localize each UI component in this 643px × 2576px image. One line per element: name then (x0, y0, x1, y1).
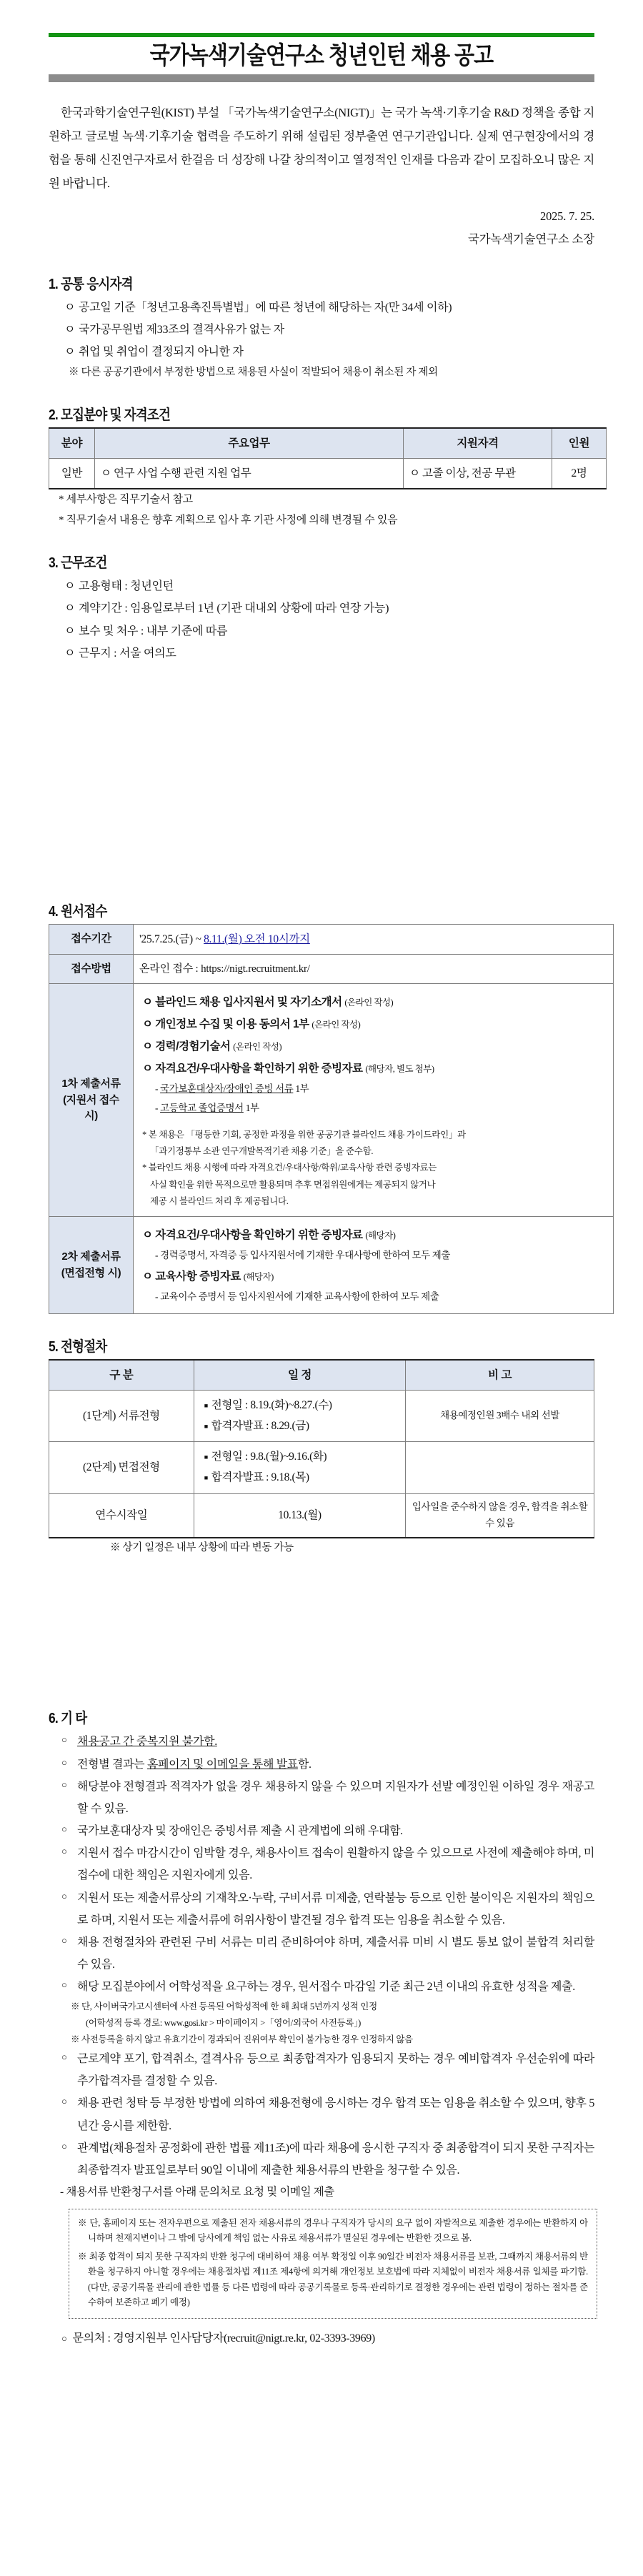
document-subitem: - 교육이수 증명서 등 입사지원서에 기재한 교육사항에 한하여 모두 제출 (155, 1291, 439, 1302)
schedule-text: 합격자발표 : 9.18.(목) (211, 1471, 309, 1483)
table-row-period (49, 924, 614, 954)
document-item (142, 1035, 604, 1058)
value-first-documents (134, 984, 614, 1217)
circle-bullet-icon: ○ (61, 2096, 67, 2107)
list-item (64, 620, 594, 642)
list-item-label: 계약기간 : 임용일로부터 1년 (기관 대내외 상황에 따라 연장 가능) (79, 602, 389, 615)
document-item-label: ㅇ 자격요건/우대사항을 확인하기 위한 증빙자료 (142, 1063, 363, 1075)
square-bullet-icon: ■ (204, 1474, 208, 1482)
value-application-method[interactable]: 온라인 접수 : https://nigt.recruitment.kr/ (134, 955, 614, 984)
list-item (61, 1820, 594, 1842)
value-application-period (134, 924, 614, 954)
circle-bullet-icon: ○ (61, 1824, 67, 1835)
document-item-label: ㅇ 교육사항 증빙자료 (142, 1270, 241, 1283)
return-policy-paragraph: ※ 단, 홈페이지 또는 전자우편으로 제출된 전자 채용서류의 경우나 구직자가 당시의 요구 없이 자발적으로 제출한 경우에는 반환하지 아니하며 천재지변이나 그 밖에 당사에게 책임 없는 사유로 채용서류가 멸실된 경우에는 반환한 것으로 봄. (78, 2217, 588, 2244)
document-subitem: - 경력증명서, 자격증 등 입사지원서에 기재한 우대사항에 한하여 모두 제출 (155, 1250, 451, 1261)
circle-bullet-icon: ○ (61, 2051, 67, 2062)
schedule-text: 합격자발표 : 8.29.(금) (211, 1419, 309, 1432)
selection-procedure-table (49, 1359, 594, 1538)
cell-schedule: 10.13.(월) (194, 1493, 405, 1537)
circle-bullet-icon: ㅇ (64, 625, 76, 637)
section-2-note-2: * 직무기술서 내용은 향후 계획으로 입사 후 기관 사정에 의해 변경될 수 있음 (59, 514, 398, 526)
document-subitem: - 국가보훈대상자/장애인 증빙 서류 1부 (155, 1083, 309, 1095)
label-first-documents (49, 984, 134, 1217)
cell-stage: (2단계) 면접전형 (49, 1442, 194, 1493)
table-row (49, 1493, 594, 1537)
document-subitem-label: 고등학교 졸업증명서 (160, 1102, 244, 1113)
list-item-label: 취업 및 취업이 결정되지 아니한 자 (79, 345, 244, 358)
label-line-1: 1차 제출서류 (61, 1078, 121, 1090)
list-item (61, 1731, 594, 1753)
column-header-qualification: 지원자격 (404, 428, 552, 459)
list-item-label: 보수 및 처우 : 내부 기준에 따름 (79, 625, 228, 637)
list-item (61, 2092, 594, 2137)
section-5-heading: 5. 전형절차 (49, 1338, 107, 1355)
list-item-label: 해당 모집분야에서 어학성적을 요구하는 경우, 원서접수 마감일 기준 최근 2년 이내의 유효한 성적을 제출. (77, 1981, 575, 1994)
document-item (142, 1013, 604, 1035)
list-item (64, 575, 594, 597)
cell-headcount: 2명 (552, 459, 607, 489)
document-subitem-count: 1부 (293, 1083, 309, 1095)
list-item-label: 근무지 : 서울 여의도 (79, 647, 176, 660)
column-header-schedule: 일 정 (194, 1360, 405, 1391)
list-item-label: 채용 전형절차와 관련된 구비 서류는 미리 준비하여야 하며, 제출서류 미비 시 별도 통보 없이 불합격 처리할 수 있음. (77, 1936, 594, 1971)
list-item (64, 642, 594, 665)
page-title: 국가녹색기술연구소 청년인턴 채용 공고 (149, 42, 494, 70)
circle-bullet-icon: ○ (61, 1935, 67, 1946)
fine-print-line: 「과기정통부 소관 연구개발목적기관 채용 기준」을 준수함. (150, 1146, 374, 1157)
document-item-note: (해당자) (365, 1230, 396, 1241)
circle-bullet-icon: ㅇ (64, 323, 76, 336)
table-header-row (49, 1360, 594, 1391)
list-item-label: 전형별 결과는 (77, 1758, 147, 1771)
label-line-2: (면접전형 시) (61, 1266, 121, 1279)
list-item-tail: 함. (297, 1758, 311, 1771)
list-item-label: 고용형태 : 청년인턴 (79, 580, 174, 593)
section-4-heading: 4. 원서접수 (49, 902, 107, 920)
title-rule-green (49, 33, 594, 37)
column-header-headcount: 인원 (552, 428, 607, 459)
circle-bullet-icon: ㅇ (64, 345, 76, 358)
circle-bullet-icon: ○ (61, 1756, 67, 1768)
cell-remark: 입사일을 준수하지 않을 경우, 합격을 취소할 수 있음 (406, 1493, 594, 1537)
list-item-label: 채용공고 간 중복지원 불가함. (77, 1736, 217, 1749)
section-5-note: ※ 상기 일정은 내부 상황에 따라 변동 가능 (110, 1541, 294, 1553)
column-header-duties: 주요업무 (95, 428, 404, 459)
document-item (142, 1224, 604, 1246)
list-item (61, 2137, 594, 2182)
list-item-label: 지원서 접수 마감시간이 임박할 경우, 채용사이트 접속이 원활하지 않을 수 있으므로 사전에 제출해야 하며, 미접수에 대한 책임은 지원자에게 있음. (77, 1847, 594, 1882)
list-item (61, 1776, 594, 1820)
square-bullet-icon: ■ (204, 1402, 208, 1410)
application-table (49, 924, 614, 1314)
return-policy-paragraph: ※ 최종 합격이 되지 못한 구직자의 반환 청구에 대비하여 채용 여부 확정일 이후 90일간 비전자 채용서류를 보관, 그때까지 채용서류의 반환을 청구하지 아니할 경우에는 채용절차법 제11조 제4항에 의거해 개인정보 보호법에 따라 지체없이 비전자 채용서류 일체를 파기함. (다만, 공공기록물 관리에 관한 법률 등 다른 법령에 따라 공공기록물로 등록·관리하기로 결정한 경우에는 관련 법령이 정하는 절차를 준수하여 보존하고 폐기 예정) (78, 2251, 588, 2308)
section-6-heading: 6. 기 타 (49, 1709, 87, 1726)
schedule-text: 전형일 : 8.19.(화)~8.27.(수) (211, 1398, 332, 1411)
column-header-stage: 구 분 (49, 1360, 194, 1391)
list-item (64, 597, 594, 620)
circle-bullet-icon: ○ (61, 2140, 67, 2152)
contact-label[interactable]: 문의처 : 경영지원부 인사담당자(recruit@nigt.re.kr, 02-3393-3969) (72, 2332, 375, 2344)
table-row-method (49, 955, 614, 984)
circle-bullet-icon: ㅇ (64, 602, 76, 615)
document-item-label: ㅇ 자격요건/우대사항을 확인하기 위한 증빙자료 (142, 1229, 363, 1242)
schedule-line (204, 1468, 399, 1488)
document-return-note: - 채용서류 반환청구서를 아래 문의처로 요청 및 이메일 제출 (60, 2186, 334, 2199)
language-note-1: ※ 단, 사이버국가고시센터에 사전 등록된 어학성적에 한 해 최대 5년까지 성적 인정 (71, 2001, 377, 2011)
document-subitem-count: 1부 (243, 1102, 259, 1113)
cell-remark: 채용예정인원 3배수 내외 선발 (406, 1390, 594, 1441)
list-item-label: 근로계약 포기, 합격취소, 결격사유 등으로 최종합격자가 임용되지 못하는 경우 예비합격자 우선순위에 따라 추가합격자를 결정할 수 있음. (77, 2052, 594, 2088)
column-header-field: 분야 (49, 428, 95, 459)
document-subitem-label: 국가보훈대상자/장애인 증빙 서류 (160, 1083, 294, 1095)
schedule-line (204, 1396, 399, 1416)
fine-print-line: * 블라인드 채용 시행에 따라 자격요건/우대사항/학위/교육사항 관련 증빙자료는 (142, 1163, 437, 1173)
section-1-list (49, 297, 594, 364)
schedule-line (204, 1447, 399, 1468)
circle-bullet-icon: ○ (61, 2332, 67, 2344)
circle-bullet-icon: ○ (61, 1846, 67, 1857)
section-1-note: ※ 다른 공공기관에서 부정한 방법으로 채용된 사실이 적발되어 채용이 취소된 자 제외 (69, 367, 438, 379)
document-item (142, 1058, 604, 1080)
circle-bullet-icon: ○ (61, 1890, 67, 1901)
announcement-organization: 국가녹색기술연구소 소장 (467, 232, 594, 247)
contact-line (49, 2327, 594, 2349)
table-row (49, 1390, 594, 1441)
language-note-2: (어학성적 등록 경로: www.gosi.kr > 마이페이지 >「영어/외국어 사전등록」) (86, 2017, 362, 2028)
section-2-note-1: * 세부사항은 직무기술서 참고 (59, 494, 193, 506)
page-break-space (49, 665, 594, 879)
circle-bullet-icon: ㅇ (64, 301, 76, 314)
section-3-list (49, 575, 594, 665)
announcement-date: 2025. 7. 25. (540, 209, 594, 224)
label-line-1: 2차 제출서류 (61, 1250, 121, 1263)
label-application-method: 접수방법 (49, 955, 134, 984)
table-row-second-documents (49, 1217, 614, 1314)
list-item-emphasis: 홈페이지 및 이메일을 통해 발표 (146, 1758, 298, 1771)
label-application-period: 접수기간 (49, 924, 134, 954)
list-item-label: 공고일 기준「청년고용촉진특별법」에 따른 청년에 해당하는 자(만 34세 이하) (79, 301, 452, 314)
cell-stage: (1단계) 서류전형 (49, 1390, 194, 1441)
section-1-heading: 1. 공통 응시자격 (49, 275, 133, 292)
list-item-label: 관계법(채용절차 공정화에 관한 법률 제11조)에 따라 채용에 응시한 구직자 중 최종합격이 되지 못한 구직자는 최종합격자 발표일로부터 90일 이내에 제출한 채용서류의 반환을 청구할 수 있음. (77, 2142, 594, 2177)
document-item-label: ㅇ 개인정보 수집 및 이용 동의서 1부 (142, 1018, 309, 1031)
return-policy-box (69, 2209, 597, 2319)
fine-print-line: 사실 확인을 위한 목적으로만 활용되며 추후 면접위원에게는 제공되지 않거나 (150, 1179, 436, 1190)
list-item-label: 국가보훈대상자 및 장애인은 증빙서류 제출 시 관계법에 의해 우대함. (77, 1825, 403, 1838)
fine-print-line: 제공 시 블라인드 처리 후 제공됩니다. (150, 1195, 289, 1206)
schedule-text: 전형일 : 9.8.(월)~9.16.(화) (211, 1451, 327, 1463)
document-item-label: ㅇ 경력/경험기술서 (142, 1040, 231, 1053)
page-break-space (49, 1557, 594, 1686)
cell-qualification: ㅇ 고졸 이상, 전공 무관 (404, 459, 552, 489)
document-item-note: (해당자, 별도 첨부) (365, 1064, 434, 1075)
period-deadline-link[interactable]: 8.11.(월) 오전 10시까지 (204, 933, 310, 945)
list-item (64, 297, 594, 319)
list-item (61, 2048, 594, 2092)
section-6-list-tail (49, 2048, 594, 2182)
cell-remark (406, 1442, 594, 1493)
document-item-note: (온라인 작성) (311, 1020, 361, 1030)
section-2-heading: 2. 모집분야 및 자격조건 (49, 406, 171, 423)
table-row-first-documents (49, 984, 614, 1217)
table-header-row (49, 428, 607, 459)
document-subitem: - 고등학교 졸업증명서 1부 (155, 1102, 259, 1113)
list-item-label: 해당분야 전형결과 적격자가 없을 경우 채용하지 않을 수 있으며 지원자가 선발 예정인원 이하일 경우 재공고할 수 있음. (77, 1780, 594, 1815)
list-item-label: 채용 관련 청탁 등 부정한 방법에 의하여 채용전형에 응시하는 경우 합격 또는 임용을 취소할 수 있으며, 향후 5년간 응시를 제한함. (77, 2097, 594, 2132)
document-item (142, 991, 604, 1013)
list-item (64, 319, 594, 341)
circle-bullet-icon: ○ (61, 1779, 67, 1790)
table-row (49, 459, 607, 489)
list-item (61, 1887, 594, 1931)
list-item (64, 341, 594, 363)
label-line-2: (지원서 접수 시) (63, 1093, 119, 1123)
document-item (142, 1265, 604, 1288)
value-second-documents (134, 1217, 614, 1314)
cell-field: 일반 (49, 459, 95, 489)
document-item-label: ㅇ 블라인드 채용 입사지원서 및 자기소개서 (142, 996, 342, 1009)
circle-bullet-icon: ○ (61, 1979, 67, 1991)
document-item-note: (온라인 작성) (233, 1042, 282, 1053)
list-item-label: 지원서 또는 제출서류상의 기재착오·누락, 구비서류 미제출, 연락불능 등으로 인한 불이익은 지원자의 책임으로 하며, 지원서 또는 제출서류에 허위사항이 발견될 경우 합격 또는 임용을 취소할 수 있음. (77, 1891, 594, 1926)
label-second-documents (49, 1217, 134, 1314)
square-bullet-icon: ■ (204, 1453, 208, 1461)
table-row (49, 1442, 594, 1493)
language-note-3: ※ 사전등록을 하지 않고 유효기간이 경과되어 진위여부 확인이 불가능한 경우 인정하지 않음 (71, 2034, 413, 2044)
column-header-remark: 비 고 (406, 1360, 594, 1391)
circle-bullet-icon: ○ (61, 1734, 67, 1746)
list-item (61, 1976, 594, 1998)
cell-stage: 연수시작일 (49, 1493, 194, 1537)
circle-bullet-icon: ㅇ (64, 647, 76, 660)
recruitment-field-table (49, 427, 607, 489)
section-3-heading: 3. 근무조건 (49, 554, 107, 571)
intro-paragraph: 한국과학기술연구원(KIST) 부설 「국가녹색기술연구소(NIGT)」는 국가 녹색·기후기술 R&D 정책을 종합 지원하고 글로벌 녹색·기후기술 협력을 주도하기 위해 설립된 정부출연 연구기관입니다. 실제 연구현장에서의 경험을 통해 신진연구자로서 한걸음 더 성장해 나갈 창의적이고 열정적인 인재를 다음과 같이 모집하오니 많은 지원 바랍니다. (49, 106, 594, 191)
period-prefix: '25.7.25.(금) ~ (139, 933, 204, 945)
square-bullet-icon: ■ (204, 1422, 208, 1430)
cell-duties: ㅇ 연구 사업 수행 관련 지원 업무 (95, 459, 404, 489)
fine-print-line: * 본 채용은 「평등한 기회, 공정한 과정을 위한 공공기관 블라인드 채용 가이드라인」과 (142, 1129, 466, 1140)
cell-schedule (194, 1390, 405, 1441)
schedule-line (204, 1416, 399, 1437)
document-item-note: (온라인 작성) (344, 998, 394, 1008)
list-item-label: 국가공무원법 제33조의 결격사유가 없는 자 (79, 323, 284, 336)
document-item-note: (해당자) (243, 1271, 274, 1282)
list-item (61, 1842, 594, 1886)
cell-schedule (194, 1442, 405, 1493)
list-item (61, 1754, 594, 1776)
circle-bullet-icon: ㅇ (64, 580, 76, 593)
list-item (61, 1931, 594, 1976)
section-6-list (49, 1731, 594, 1998)
